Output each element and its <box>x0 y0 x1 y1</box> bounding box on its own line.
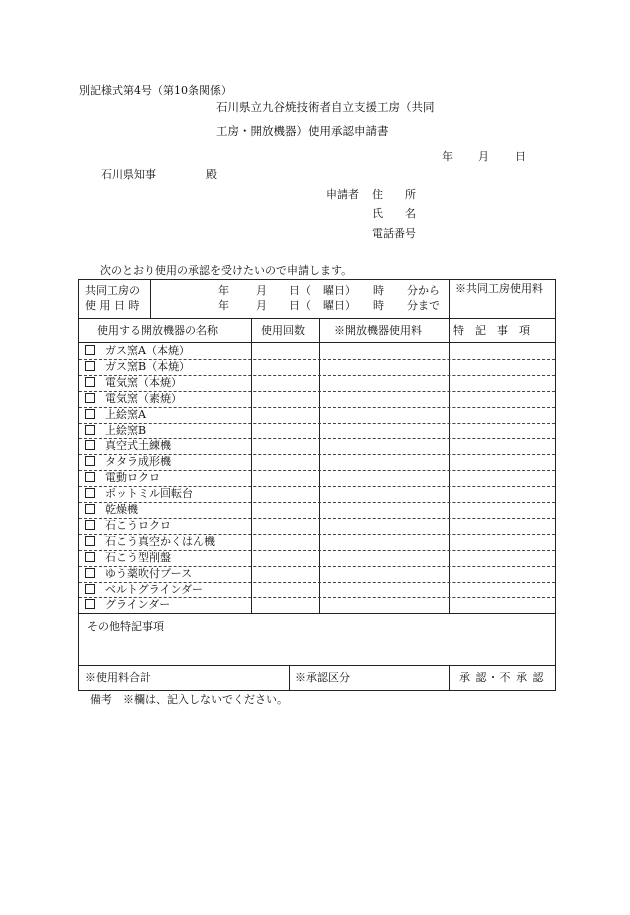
name-label: 氏 名 <box>372 207 416 220</box>
col-header-count: 使用回数 <box>261 324 305 337</box>
equipment-name: タタラ成形機 <box>105 455 171 469</box>
footer-note: 備考 ※欄は、記入しないでください。 <box>90 693 288 706</box>
equipment-name: 石こう型削盤 <box>105 550 171 564</box>
to-month: 月 <box>256 299 267 312</box>
equipment-name: 電気窯（素焼） <box>105 391 182 405</box>
equipment-row <box>85 424 146 438</box>
equipment-row <box>85 455 171 469</box>
form-title-line2: 工房・開放機器）使用承認申請書 <box>216 124 389 138</box>
equipment-row <box>85 551 171 565</box>
to-day: 日（ <box>289 299 311 312</box>
equipment-name: 電動ロクロ <box>105 471 160 485</box>
equipment-name: ゆう薬吹付ブース <box>105 566 193 580</box>
equipment-name: グラインダー <box>105 598 171 612</box>
from-month: 月 <box>256 284 267 297</box>
col-header-fee: ※開放機器使用料 <box>334 324 422 337</box>
from-day: 日（ <box>289 284 311 297</box>
equipment-checkbox[interactable] <box>85 520 95 530</box>
intro-text: 次のとおり使用の承認を受けたいので申請します。 <box>100 264 353 277</box>
equipment-row <box>85 392 182 406</box>
equipment-row <box>85 471 160 485</box>
to-suffix: 分まで <box>407 299 440 312</box>
equipment-name: ベルトグラインダー <box>105 582 204 596</box>
equipment-checkbox[interactable] <box>85 409 95 419</box>
equipment-row <box>85 598 170 612</box>
period-label-line2: 使 用 日 時 <box>85 299 140 312</box>
equipment-checkbox[interactable] <box>85 552 95 562</box>
from-hour: 時 <box>373 284 384 297</box>
equipment-row <box>85 503 138 517</box>
equipment-row <box>85 439 171 453</box>
equipment-row <box>85 583 203 597</box>
from-weekday: 曜日） <box>323 284 356 297</box>
equipment-checkbox[interactable] <box>85 425 95 435</box>
col-header-equipment: 使用する開放機器の名称 <box>97 324 218 337</box>
row-divider <box>79 407 555 408</box>
equipment-checkbox[interactable] <box>85 377 95 387</box>
equipment-checkbox[interactable] <box>85 393 95 403</box>
equipment-name: 乾燥機 <box>105 503 138 516</box>
equipment-row <box>85 519 171 533</box>
equipment-row <box>85 408 146 422</box>
equipment-name: 上絵窯B <box>105 423 147 437</box>
equipment-checkbox[interactable] <box>85 345 95 355</box>
equipment-name: ガス窯B（本焼） <box>105 359 191 373</box>
applicant-label: 申請者 <box>326 188 359 201</box>
equipment-name: 石こう真空かくはん機 <box>105 534 215 548</box>
total-fee-label: ※使用料合計 <box>85 671 151 684</box>
workshop-fee-label: ※共同工房使用料 <box>455 282 543 295</box>
form-title-line1: 石川県立九谷焼技術者自立支援工房（共同 <box>216 100 435 114</box>
equipment-checkbox[interactable] <box>85 472 95 482</box>
approval-class-label: ※承認区分 <box>295 671 350 684</box>
from-year: 年 <box>218 284 229 297</box>
equipment-name: 石こうロクロ <box>105 518 171 532</box>
approval-options: 承 認・不 承 認 <box>459 671 545 684</box>
equipment-name: ガス窯A（本焼） <box>105 344 190 357</box>
equipment-row <box>85 567 192 581</box>
period-label-line1: 共同工房の <box>85 284 140 297</box>
equipment-row <box>85 376 182 390</box>
date-year-label: 年 <box>442 150 453 163</box>
address-label: 住 所 <box>372 188 416 201</box>
equipment-name: 上絵窯A <box>105 407 146 421</box>
equipment-checkbox[interactable] <box>85 488 95 498</box>
equipment-checkbox[interactable] <box>85 440 95 450</box>
equipment-checkbox[interactable] <box>85 536 95 546</box>
equipment-row <box>85 487 193 501</box>
to-hour: 時 <box>373 299 384 312</box>
row-divider <box>79 502 555 503</box>
equipment-name: ポットミル回転台 <box>105 487 193 501</box>
equipment-checkbox[interactable] <box>85 568 95 578</box>
equipment-checkbox[interactable] <box>85 584 95 594</box>
equipment-row <box>85 344 190 358</box>
date-day-label: 日 <box>515 150 526 163</box>
application-table <box>78 279 556 691</box>
equipment-name: 電気窯（本焼） <box>105 375 182 389</box>
to-weekday: 曜日） <box>323 299 356 312</box>
equipment-name: 真空式土練機 <box>105 439 171 453</box>
to-year: 年 <box>218 299 229 312</box>
equipment-checkbox[interactable] <box>85 504 95 514</box>
equipment-checkbox[interactable] <box>85 361 95 371</box>
row-divider <box>79 423 555 424</box>
equipment-row <box>85 360 190 374</box>
from-suffix: 分から <box>407 284 440 297</box>
honorific: 殿 <box>206 168 217 181</box>
other-remarks-label: その他特記事項 <box>87 620 164 633</box>
equipment-row <box>85 535 215 549</box>
addressee: 石川県知事 <box>101 168 156 181</box>
form-number: 別記様式第4号（第10条関係） <box>79 84 232 97</box>
equipment-checkbox[interactable] <box>85 599 95 609</box>
equipment-checkbox[interactable] <box>85 456 95 466</box>
col-header-remarks: 特 記 事 項 <box>453 324 530 337</box>
date-month-label: 月 <box>478 150 489 163</box>
phone-label: 電話番号 <box>372 227 416 240</box>
